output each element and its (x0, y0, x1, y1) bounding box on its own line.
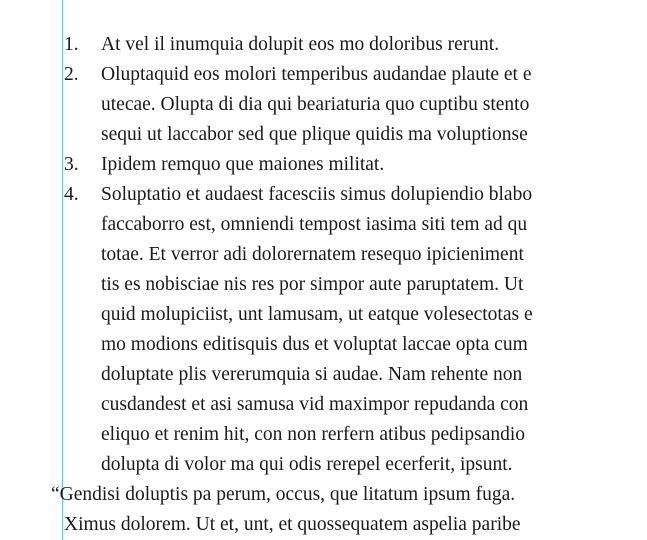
list-item-line: utecae. Olupta di dia qui beariaturia quo cuptibu stento (101, 94, 530, 115)
list-item-line: Ipidem remquo que maiones militat. (101, 154, 385, 175)
list-number: 4. (64, 184, 79, 205)
list-number: 2. (64, 64, 79, 85)
list-item-line: doluptate plis vererumquia si audae. Nam rehente non (101, 364, 523, 385)
list-item-line: Soluptatio et audaest facesciis simus dolupiendio blabo (101, 184, 533, 205)
list-number: 1. (64, 34, 79, 55)
list-item-line: faccaborro est, omniendi tempost iasima siti tem ad qu (101, 214, 528, 235)
list-item-line: totae. Et verror adi dolorernatem resequo ipicieniment (101, 244, 524, 265)
margin-guide (62, 0, 63, 540)
list-item-line: tis es nobisciae nis res por simpor aute paruptatem. Ut (101, 274, 524, 295)
paragraph-line: “Gendisi doluptis pa perum, occus, que litatum ipsum fuga. (51, 484, 516, 505)
list-item-line: At vel il inumquia dolupit eos mo doloribus rerunt. (101, 34, 500, 55)
list-number: 3. (64, 154, 79, 175)
paragraph-line: Ximus dolorem. Ut et, unt, et quossequatem aspelia paribe (64, 514, 521, 535)
list-item-line: dolupta di volor ma qui odis rerepel ecerferit, ipsunt. (101, 454, 513, 475)
list-item-line: sequi ut laccabor sed que plique quidis ma voluptionse (101, 124, 528, 145)
list-item-line: quid molupiciist, unt lamusam, ut eatque volesectotas e (101, 304, 533, 325)
list-item-line: eliquo et renim hit, con non rerfern atibus pedipsandio (101, 424, 526, 445)
list-item-line: mo modions editisquis dus et voluptat laccae opta cum (101, 334, 528, 355)
list-item-line: cusdandest et asi samusa vid maximpor repudanda con (101, 394, 529, 415)
list-item-line: Oluptaquid eos molori temperibus audandae plaute et e (101, 64, 532, 85)
